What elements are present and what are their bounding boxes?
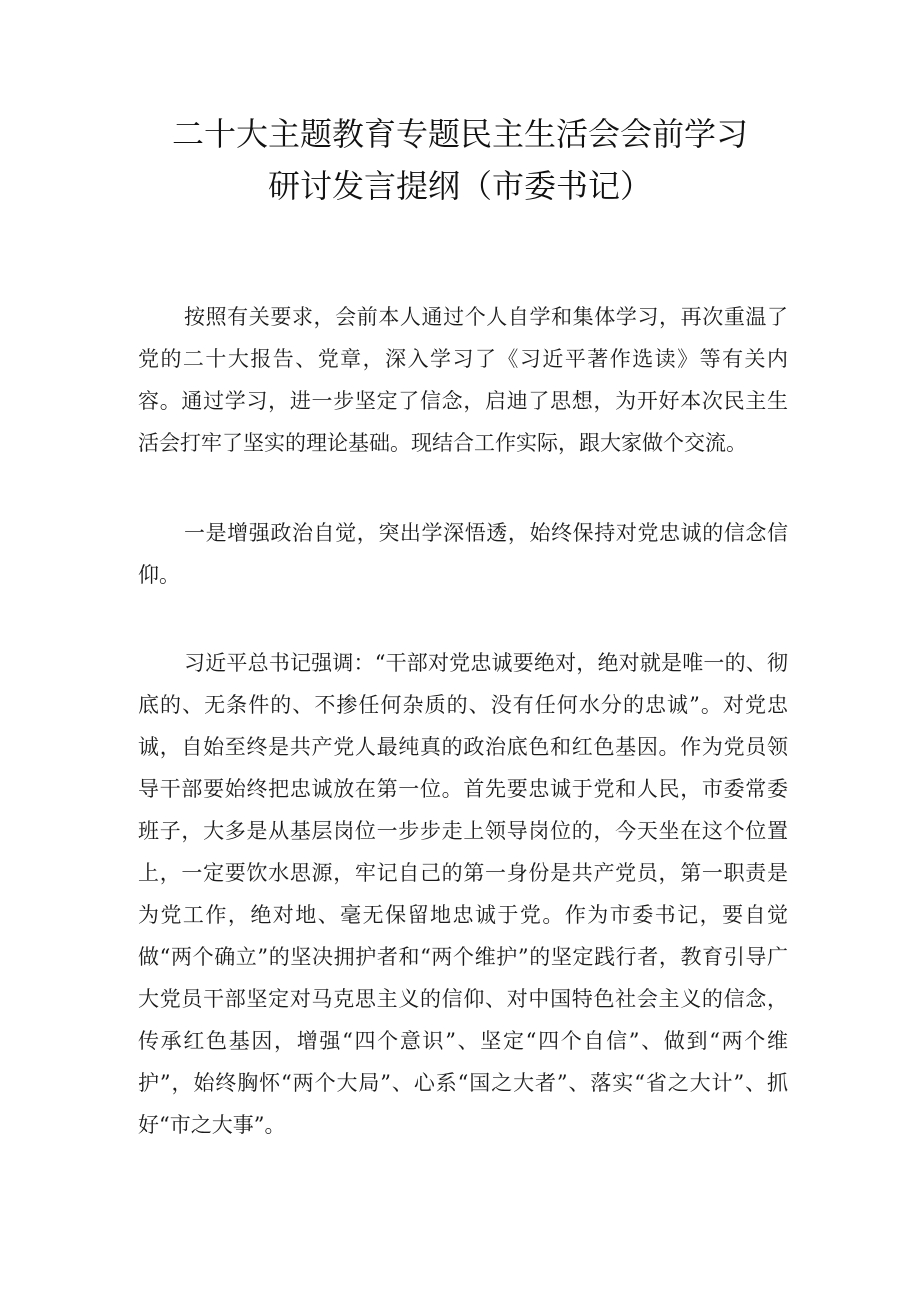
title-line-2: 研讨发言提纲（市委书记） — [267, 167, 652, 205]
title-line-1: 二十大主题教育专题民主生活会会前学习 — [171, 115, 748, 153]
paragraph-loyalty: 习近平总书记强调：“干部对党忠诚要绝对，绝对就是唯一的、彻底的、无条件的、不掺任何杂质的、没有任何水分的忠诚”。对党忠诚，自始至终是共产党人最纯真的政治底色和红色基因。作为党员领导干部要始终把忠诚放在第一位。首先要忠诚于党和人民，市委常委班子，大多是从基层岗位一步步走上领导岗位的，今天坐在这个位置上，一定要饮水思源，牢记自己的第一身份是共产党员，第一职责是为党工作，绝对地、毫无保留地忠诚于党。作为市委书记，要自觉做“两个确立”的坚决拥护者和“两个维护”的坚定践行者，教育引导广大党员干部坚定对马克思主义的信仰、对中国特色社会主义的信念，传承红色基因，增强“四个意识”、坚定“四个自信”、做到“两个维护”，始终胸怀“两个大局”、心系“国之大者”、落实“省之大计”、抓好“市之大事”。 — [138, 651, 788, 1137]
document-title — [0, 108, 920, 212]
paragraph-intro: 按照有关要求，会前本人通过个人自学和集体学习，再次重温了党的二十大报告、党章，深入学习了《习近平著作选读》等有关内容。通过学习，进一步坚定了信念，启迪了思想，为开好本次民主生活会打牢了坚实的理论基础。现结合工作实际，跟大家做个交流。 — [138, 305, 788, 455]
paragraph-heading-one: 一是增强政治自觉，突出学深悟透，始终保持对党忠诚的信念信仰。 — [138, 521, 788, 587]
